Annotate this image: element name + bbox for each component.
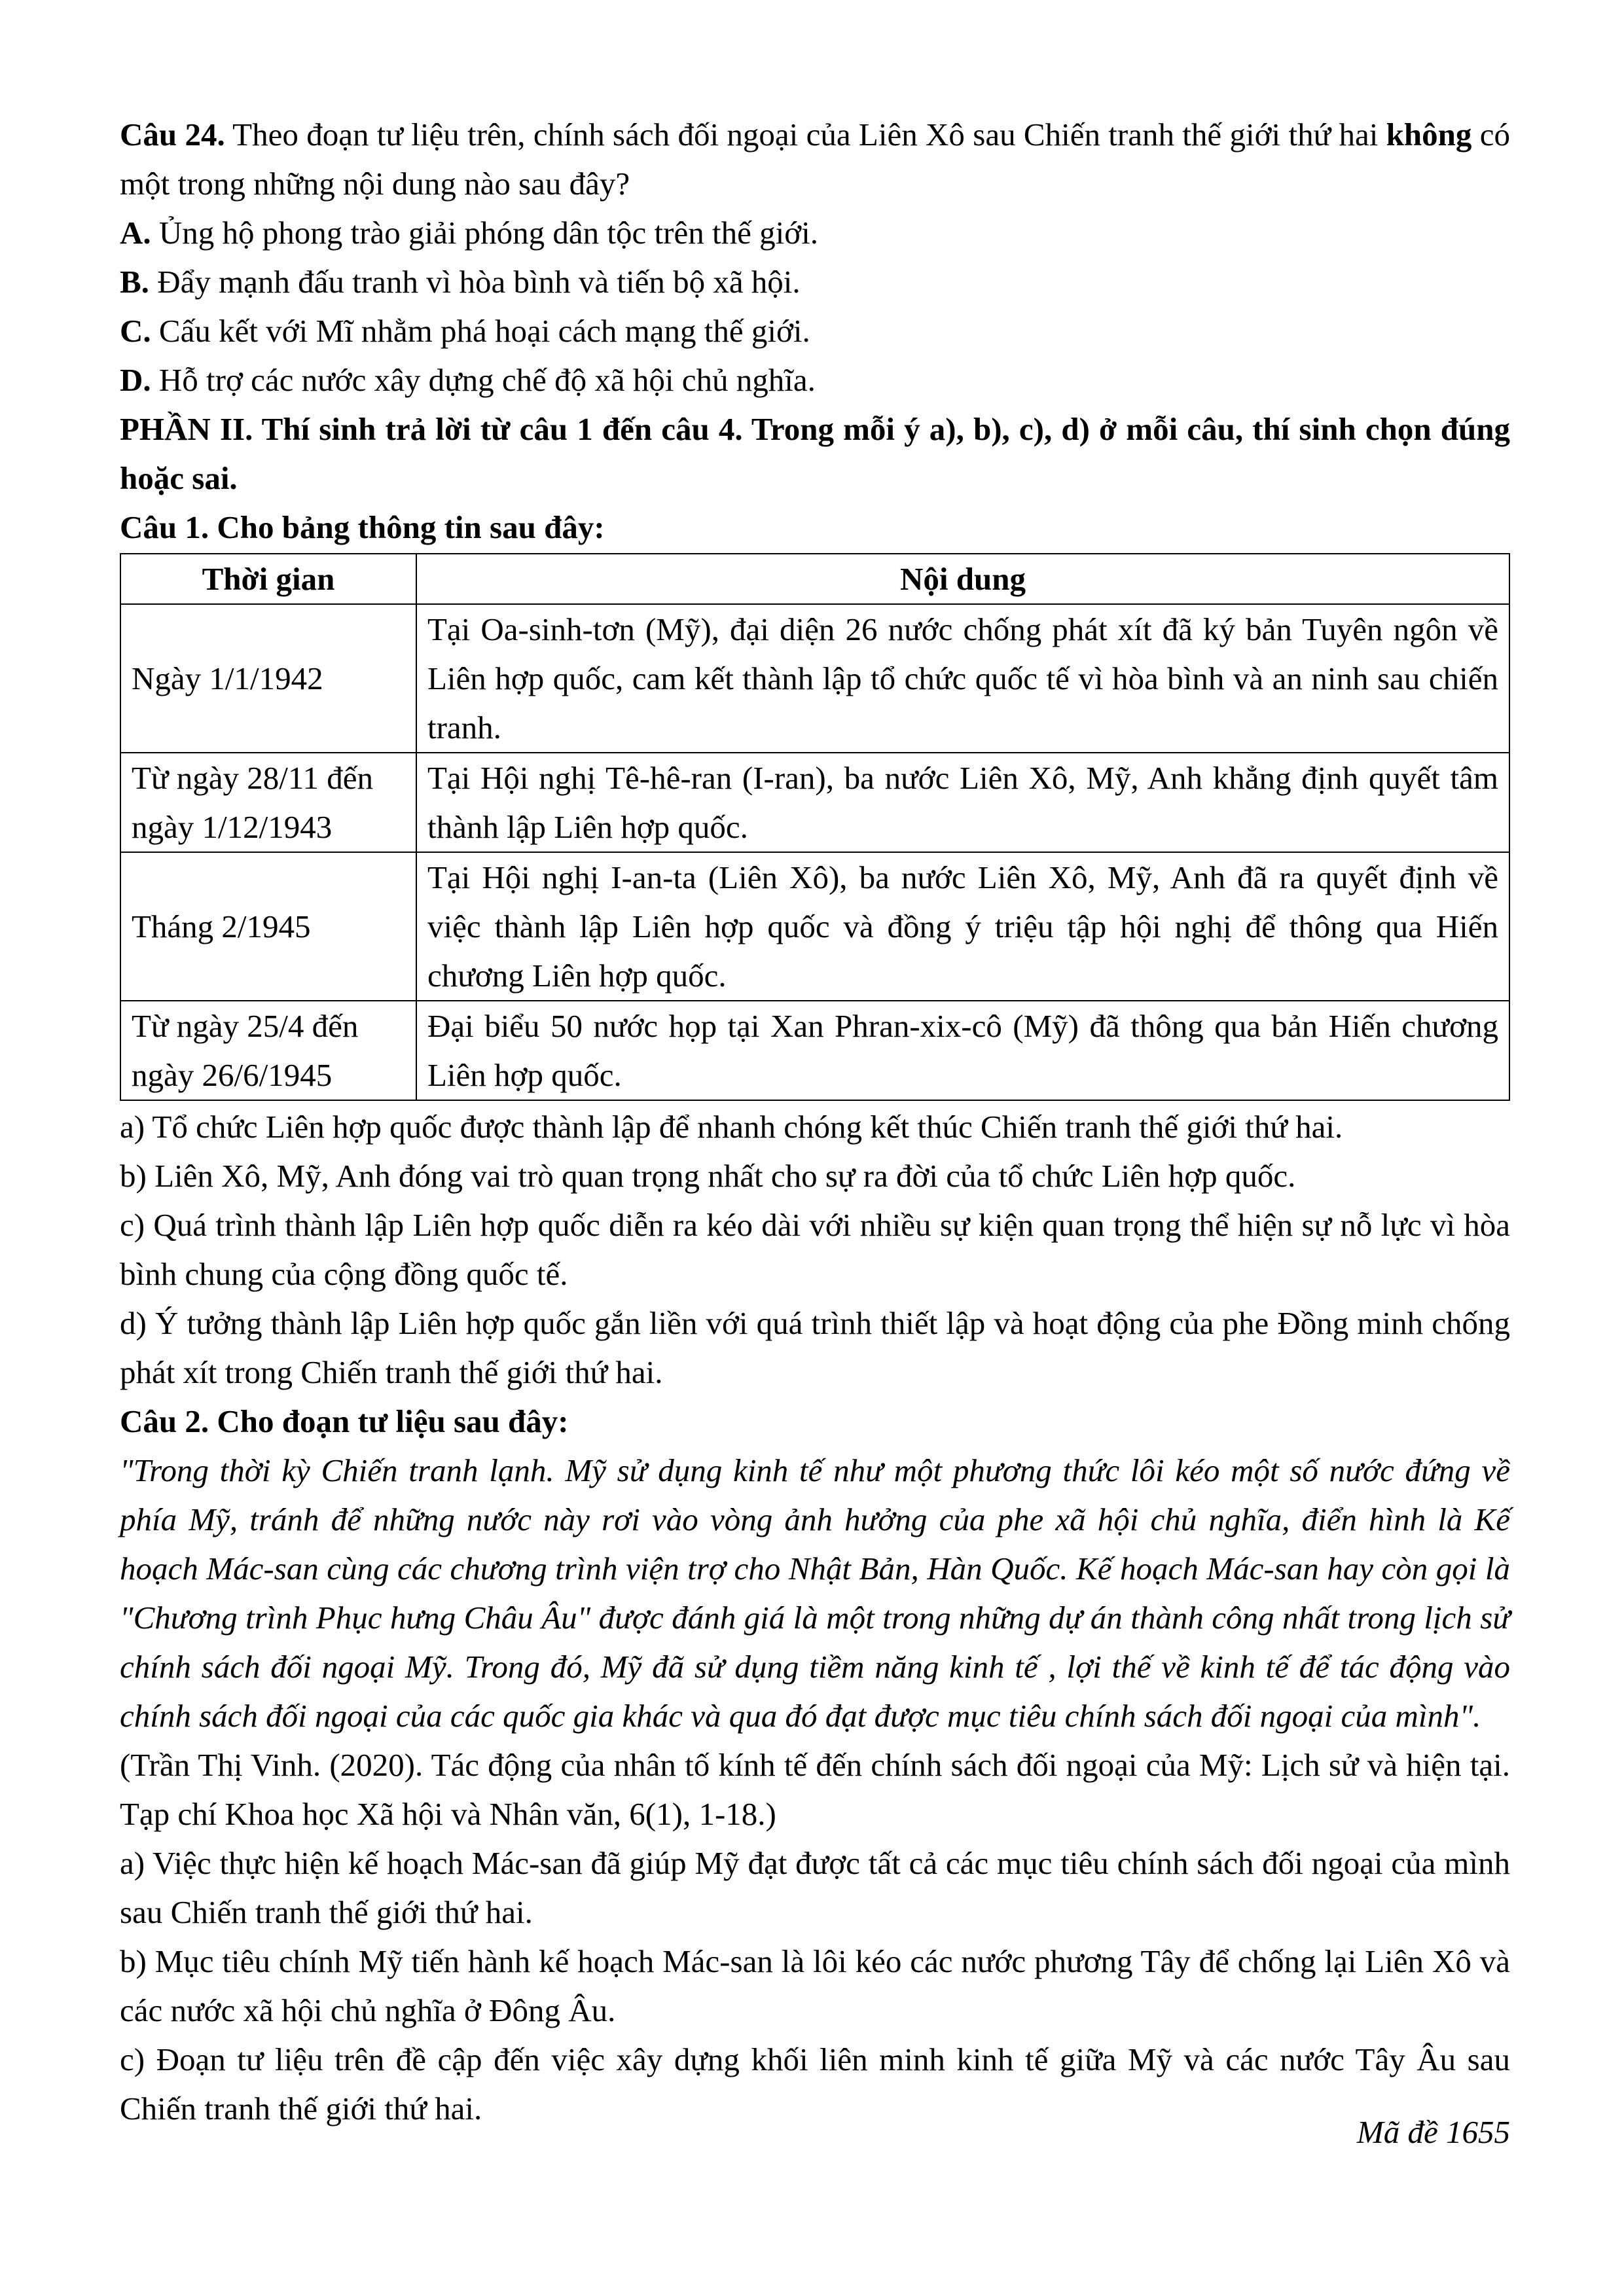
table-row <box>120 1001 1509 1100</box>
answer-option-b[interactable] <box>120 257 1510 306</box>
statement-c[interactable]: c) Đoạn tư liệu trên đề cập đến việc xây dựng khối liên minh kinh tế giữa Mỹ và các nước Tây Âu sau Chiến tranh thế giới thứ hai. <box>120 2041 1510 2126</box>
table-cell-content: Tại Hội nghị Tê-hê-ran (I-ran), ba nước Liên Xô, Mỹ, Anh khẳng định quyết tâm thành lập Liên hợp quốc. <box>416 753 1509 852</box>
answer-option-c[interactable] <box>120 306 1510 355</box>
table-cell-content: Đại biểu 50 nước họp tại Xan Phran-xix-cô (Mỹ) đã thông qua bản Hiến chương Liên hợp quốc. <box>416 1001 1509 1100</box>
option-letter: B. <box>120 264 149 300</box>
table-row <box>120 604 1509 753</box>
column-header-time: Thời gian <box>120 554 416 604</box>
table-cell-time: Từ ngày 28/11 đến ngày 1/12/1943 <box>120 753 416 852</box>
option-letter: A. <box>120 215 151 251</box>
statement-a[interactable]: a) Tổ chức Liên hợp quốc được thành lập để nhanh chóng kết thúc Chiến tranh thế giới thứ hai. <box>120 1109 1343 1145</box>
option-text: Hỗ trợ các nước xây dựng chế độ xã hội chủ nghĩa. <box>151 362 816 398</box>
exam-code: Mã đề 1655 <box>1356 2114 1510 2150</box>
source-quote: "Trong thời kỳ Chiến tranh lạnh. Mỹ sử dụng kinh tế như một phương thức lôi kéo một số nước đứng về phía Mỹ, tránh để những nước này rơi vào vòng ảnh hưởng của phe xã hội chủ nghĩa, điển hình là Kế hoạch Mác-san cùng các chương trình viện trợ cho Nhật Bản, Hàn Quốc. Kế hoạch Mác-san hay còn gọi là "Chương trình Phục hưng Châu Âu" được đánh giá là một trong những dự án thành công nhất trong lịch sử chính sách đối ngoại Mỹ. Trong đó, Mỹ đã sử dụng tiềm năng kinh tế , lợi thế về kinh tế để tác động vào chính sách đối ngoại của các quốc gia khác và qua đó đạt được mục tiêu chính sách đối ngoại của mình". <box>120 1452 1510 1734</box>
table-cell-content: Tại Hội nghị I-an-ta (Liên Xô), ba nước Liên Xô, Mỹ, Anh đã ra quyết định về việc thành lập Liên hợp quốc và đồng ý triệu tập hội nghị để thông qua Hiến chương Liên hợp quốc. <box>416 852 1509 1001</box>
table-cell-content: Tại Oa-sinh-tơn (Mỹ), đại diện 26 nước chống phát xít đã ký bản Tuyên ngôn về Liên hợp quốc, cam kết thành lập tổ chức quốc tế vì hòa bình và an ninh sau chiến tranh. <box>416 604 1509 753</box>
table-cell-time: Từ ngày 25/4 đến ngày 26/6/1945 <box>120 1001 416 1100</box>
table-row <box>120 753 1509 852</box>
question-2-heading: Câu 2. Cho đoạn tư liệu sau đây: <box>120 1403 569 1439</box>
option-letter: D. <box>120 362 151 398</box>
question-stem-text: Theo đoạn tư liệu trên, chính sách đối ngoại của Liên Xô sau Chiến tranh thế giới thứ hai <box>225 117 1386 152</box>
question-stem-text: có một trong những nội dung nào sau đây? <box>120 117 1511 202</box>
column-header-content: Nội dung <box>416 554 1509 604</box>
option-text: Đẩy mạnh đấu tranh vì hòa bình và tiến bộ xã hội. <box>149 264 801 300</box>
source-citation: (Trần Thị Vinh. (2020). Tác động của nhân tố kính tế đến chính sách đối ngoại của Mỹ: Lịch sử và hiện tại. Tạp chí Khoa học Xã hội và Nhân văn, 6(1), 1-18.) <box>120 1747 1510 1832</box>
table-header-row <box>120 554 1509 604</box>
table-cell-time: Ngày 1/1/1942 <box>120 604 416 753</box>
table-cell-time: Tháng 2/1945 <box>120 852 416 1001</box>
answer-option-a[interactable] <box>120 208 1510 257</box>
option-letter: C. <box>120 313 151 349</box>
emphasis-word: không <box>1386 117 1472 152</box>
timeline-table <box>120 553 1510 1101</box>
statement-d[interactable]: d) Ý tưởng thành lập Liên hợp quốc gắn liền với quá trình thiết lập và hoạt động của phe Đồng minh chống phát xít trong Chiến tranh thế giới thứ hai. <box>120 1305 1510 1390</box>
table-row <box>120 852 1509 1001</box>
option-text: Ủng hộ phong trào giải phóng dân tộc trên thế giới. <box>151 215 818 251</box>
statement-a[interactable]: a) Việc thực hiện kế hoạch Mác-san đã giúp Mỹ đạt được tất cả các mục tiêu chính sách đối ngoại của mình sau Chiến tranh thế giới thứ hai. <box>120 1845 1510 1930</box>
statement-c[interactable]: c) Quá trình thành lập Liên hợp quốc diễn ra kéo dài với nhiều sự kiện quan trọng thể hiện sự nỗ lực vì hòa bình chung của cộng đồng quốc tế. <box>120 1207 1510 1292</box>
option-text: Cấu kết với Mĩ nhằm phá hoại cách mạng thế giới. <box>151 313 810 349</box>
exam-page <box>120 110 1510 2133</box>
answer-option-d[interactable] <box>120 355 1510 404</box>
statement-b[interactable]: b) Mục tiêu chính Mỹ tiến hành kế hoạch Mác-san là lôi kéo các nước phương Tây để chống lại Liên Xô và các nước xã hội chủ nghĩa ở Đông Âu. <box>120 1943 1510 2028</box>
question-1-heading: Câu 1. Cho bảng thông tin sau đây: <box>120 509 605 545</box>
statement-b[interactable]: b) Liên Xô, Mỹ, Anh đóng vai trò quan trọng nhất cho sự ra đời của tổ chức Liên hợp quốc. <box>120 1158 1296 1194</box>
question-24-stem <box>120 110 1510 208</box>
part-2-heading: PHẦN II. Thí sinh trả lời từ câu 1 đến câu 4. Trong mỗi ý a), b), c), d) ở mỗi câu, thí sinh chọn đúng hoặc sai. <box>120 411 1510 496</box>
question-label: Câu 24. <box>120 117 225 152</box>
